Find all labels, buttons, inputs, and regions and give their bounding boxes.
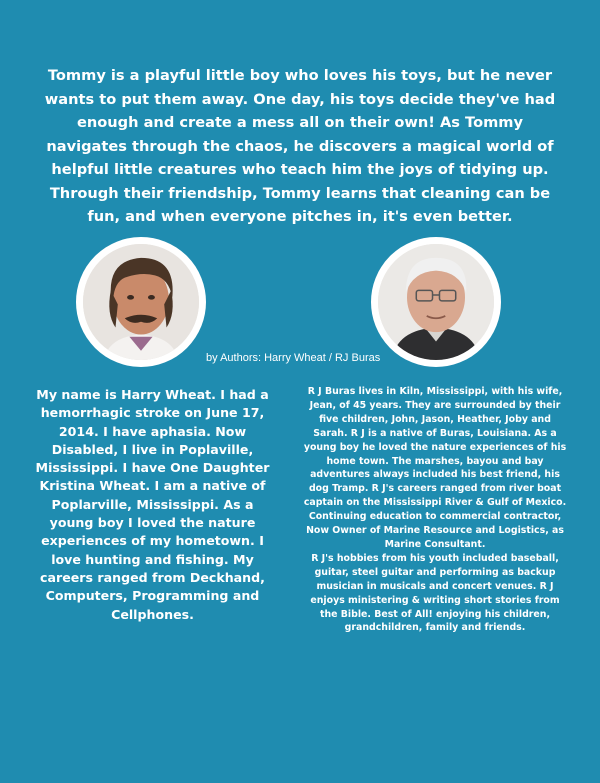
rj-buras-portrait bbox=[378, 244, 494, 360]
book-description: Tommy is a playful little boy who loves his toys, but he never wants to put them away. One day, his toys decide they've had enough and create a mess all on their own! As Tommy navigates through the chaos, he discovers a magical world of helpful little creatures who teach him the joys of tidying up. Through their friendship, Tommy learns that cleaning can be fun, and when everyone pitches in, it's even better. bbox=[44, 67, 556, 225]
rj-buras-bio-paragraph: R J Buras lives in Kiln, Mississippi, with his wife, Jean, of 45 years. They are surrounded by their five children, John, Jason, Heather, Joby and Sarah. R J is a native of Buras, Louisiana. As a young boy he loved the nature experiences of his home town. The marshes, bayou and bay adventures always included his best friend, his dog Tramp. R J's careers ranged from river boat captain on the Mississippi River & Gulf of Mexico. Continuing education to commercial contractor, Now Owner of Marine Resource and Logistics, as Marine Consultant. bbox=[303, 386, 567, 550]
harry-wheat-bio: My name is Harry Wheat. I had a hemorrhagic stroke on June 17, 2014. I have aphasia. Now Disabled, I live in Poplaville, Mississippi. I have One Daughter Kristina Wheat. I am a native of Poplarville, Mississippi. As a young boy I loved the nature experiences of my hometown. I love hunting and fishing. My careers ranged from Deckhand, Computers, Programming and Cellphones. bbox=[35, 387, 270, 622]
author-byline: by Authors: Harry Wheat / RJ Buras bbox=[206, 352, 381, 364]
author-photo-harry-wheat bbox=[76, 237, 206, 367]
rj-buras-bio bbox=[302, 385, 568, 635]
rj-buras-bio-paragraph: R J's hobbies from his youth included baseball, guitar, steel guitar and performing as backup musician in musicals and concert venues. R J enjoys ministering & writing short stories from the Bible. Best of All! enjoying his children, grandchildren, family and friends. bbox=[310, 552, 560, 634]
author-photo-rj-buras bbox=[371, 237, 501, 367]
harry-wheat-portrait bbox=[83, 244, 199, 360]
